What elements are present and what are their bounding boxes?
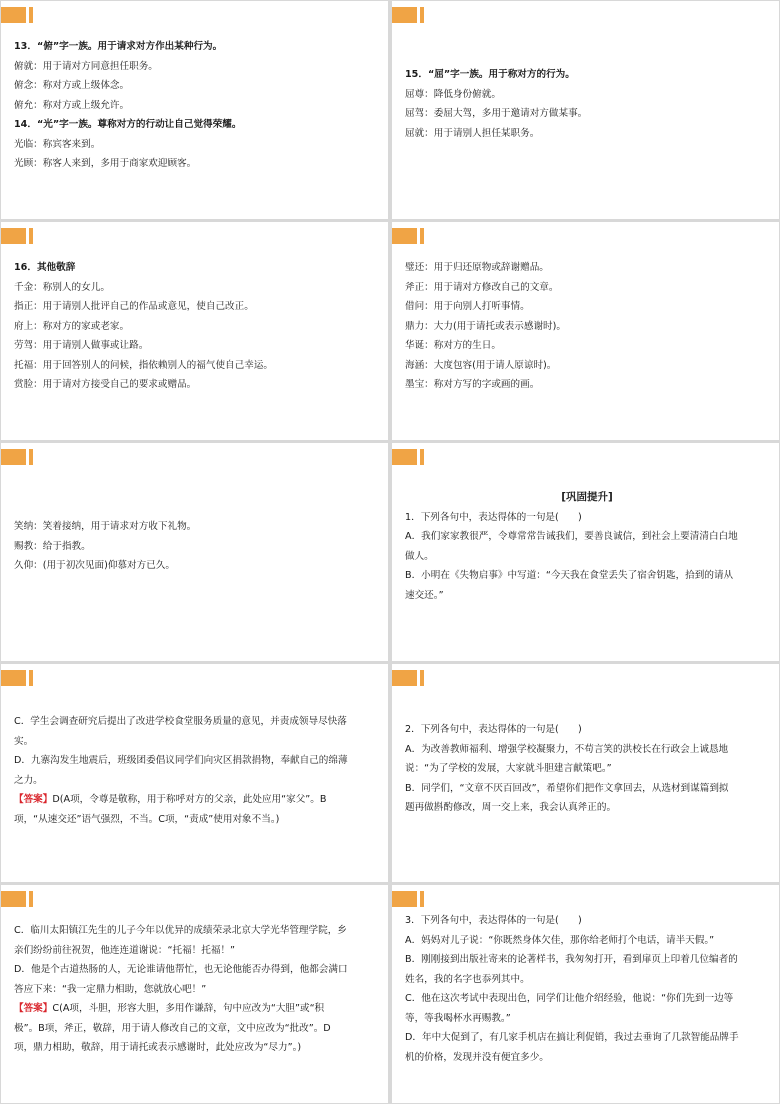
slide-2 bbox=[392, 1, 779, 219]
option-line: 实。 bbox=[14, 735, 34, 747]
slide-1 bbox=[1, 1, 388, 219]
option-line: 等，等我喝杯水再赐教。” bbox=[405, 1012, 511, 1024]
text-line: 璧还：用于归还原物或辞谢赠品。 bbox=[405, 262, 549, 273]
option-line: D．九寨沟发生地震后，班级团委倡议同学们向灾区捐款捐物，奉献自己的绵薄 bbox=[14, 755, 348, 766]
slide-3 bbox=[1, 222, 388, 440]
option-line: A．妈妈对儿子说：“你既然身体欠佳，那你给老师打个电话，请半天假。” bbox=[405, 934, 715, 946]
text-line: 屈尊：降低身份俯就。 bbox=[405, 88, 501, 100]
option-line: 答应下来：“我一定鼎力相助，您就放心吧！” bbox=[14, 983, 207, 995]
text-line: 指正：用于请别人批评自己的作品或意见，使自己改正。 bbox=[14, 301, 254, 312]
slide-decoration bbox=[1, 7, 41, 23]
text-line: 俯就：用于请对方同意担任职务。 bbox=[14, 60, 158, 72]
option-line: B．刚刚接到出版社寄来的论著样书，我匆匆打开，看到扉页上印着几位编者的 bbox=[405, 954, 738, 965]
slide-content bbox=[14, 258, 378, 395]
answer-line bbox=[14, 999, 378, 1019]
slide-decoration bbox=[392, 7, 432, 23]
answer-text: 极”。B项，斧正，敬辞，用于请人修改自己的文章，文中应改为“批改”。D bbox=[14, 1022, 331, 1034]
text-line: 华诞：称对方的生日。 bbox=[405, 340, 501, 351]
option-line: C．他在这次考试中表现出色，同学们让他介绍经验，他说：“你们先到一边等 bbox=[405, 993, 734, 1004]
text-line: 千金：称别人的女儿。 bbox=[14, 281, 110, 293]
text-line: 俯念：称对方或上级体念。 bbox=[14, 80, 130, 91]
answer-text: 项，鼎力相助，敬辞，用于请托或表示感谢时，此处应改为“尽力”。) bbox=[14, 1042, 302, 1053]
option-line: C．学生会调查研究后提出了改进学校食堂服务质量的意见，并责成领导尽快落 bbox=[14, 716, 347, 727]
text-line: 赏脸：用于请对方接受自己的要求或赠品。 bbox=[14, 379, 197, 390]
text-line: 托福：用于回答别人的问候，指依赖别人的福气使自己幸运。 bbox=[14, 359, 274, 371]
text-line: 笑纳：笑着接纳，用于请求对方收下礼物。 bbox=[14, 521, 197, 532]
text-line: 府上：称对方的家或老家。 bbox=[14, 320, 130, 332]
option-line: D．他是个古道热肠的人，无论谁请他帮忙，也无论他能否办得到，他都会满口 bbox=[14, 964, 348, 975]
option-line: 之力。 bbox=[14, 774, 43, 786]
slide-decoration bbox=[392, 228, 432, 244]
slide-content bbox=[405, 488, 769, 605]
text-line: 光顾：称客人来到，多用于商家欢迎顾客。 bbox=[14, 158, 197, 169]
option-line: 题再做斟酌修改，周一交上来，我会认真斧正的。 bbox=[405, 802, 617, 813]
option-line: B．小明在《失物启事》中写道：“今天我在食堂丢失了宿舍钥匙，拾到的请从 bbox=[405, 570, 734, 581]
option-line: 机的价格，发现并没有便宜多少。 bbox=[405, 1051, 549, 1063]
text-line: 海涵：大度包容(用于请人原谅时)。 bbox=[405, 359, 557, 371]
option-line: 亲们纷纷前往祝贺，他连连道谢说：“托福！托福！” bbox=[14, 944, 236, 956]
answer-label: 【答案】 bbox=[14, 1003, 53, 1014]
slide-decoration bbox=[1, 670, 41, 686]
slide-8 bbox=[392, 664, 779, 882]
text-line: 屈就：用于请别人担任某职务。 bbox=[405, 127, 540, 139]
text-line: 屈驾：委屈大驾，多用于邀请对方做某事。 bbox=[405, 108, 588, 119]
text-line: 劳驾：用于请别人做事或让路。 bbox=[14, 340, 149, 351]
answer-line bbox=[14, 790, 378, 810]
question-stem: 2．下列各句中，表达得体的一句是( ) bbox=[405, 724, 582, 735]
question-stem: 1．下列各句中，表达得体的一句是( ) bbox=[405, 511, 582, 523]
text-line: 光临：称宾客来到。 bbox=[14, 138, 101, 150]
slide-decoration bbox=[1, 891, 41, 907]
slide-content bbox=[14, 921, 378, 1058]
text-line: 借问：用于向别人打听事情。 bbox=[405, 301, 530, 312]
option-line: A．我们家家教很严，令尊常常告诫我们，要善良诚信，到社会上要清清白白地 bbox=[405, 531, 738, 542]
option-line: B．同学们，“文章不厌百回改”，希望你们把作文拿回去，从选材到谋篇到拟 bbox=[405, 782, 729, 794]
slide-content bbox=[14, 712, 378, 829]
slide-content bbox=[405, 258, 769, 395]
section-heading: 15．“屈”字一族。用于称对方的行为。 bbox=[405, 69, 575, 80]
slide-10 bbox=[392, 885, 779, 1103]
slide-content bbox=[14, 517, 378, 576]
answer-text: C(A项，斗胆，形容大胆，多用作谦辞，句中应改为“大胆”或“积 bbox=[52, 1003, 325, 1014]
slide-content bbox=[405, 911, 769, 1067]
slide-5 bbox=[1, 443, 388, 661]
slide-7 bbox=[1, 664, 388, 882]
slide-content bbox=[405, 720, 769, 818]
option-line: 说：“为了学校的发展，大家就斗胆建言献策吧。” bbox=[405, 763, 612, 774]
option-line: A．为改善教师福利、增强学校凝聚力，不苟言笑的洪校长在行政会上诚恳地 bbox=[405, 743, 729, 755]
text-line: 斧正：用于请对方修改自己的文章。 bbox=[405, 281, 559, 293]
text-line: 俯允：称对方或上级允许。 bbox=[14, 99, 130, 111]
option-line: C．临川太阳镇江先生的儿子今年以优异的成绩荣录北京大学光华管理学院，乡 bbox=[14, 925, 347, 936]
slide-4 bbox=[392, 222, 779, 440]
slide-content bbox=[14, 37, 378, 174]
slide-decoration bbox=[1, 228, 41, 244]
option-line: 做人。 bbox=[405, 550, 434, 562]
option-line: 速交还。” bbox=[405, 589, 444, 601]
slide-decoration bbox=[392, 449, 432, 465]
text-line: 赐教：给于指教。 bbox=[14, 540, 91, 552]
section-heading: 13．“俯”字一族。用于请求对方作出某种行为。 bbox=[14, 41, 223, 52]
slide-decoration bbox=[1, 449, 41, 465]
option-line: 姓名，我的名字也忝列其中。 bbox=[405, 973, 530, 985]
answer-text: D(A项，令尊是敬称，用于称呼对方的父亲，此处应用“家父”。B bbox=[52, 794, 327, 805]
section-heading: 14．“光”字一族。尊称对方的行动让自己觉得荣耀。 bbox=[14, 119, 242, 130]
answer-label: 【答案】 bbox=[14, 794, 53, 805]
question-stem: 3．下列各句中，表达得体的一句是( ) bbox=[405, 915, 582, 926]
section-heading: 16．其他敬辞 bbox=[14, 262, 76, 273]
text-line: 久仰：(用于初次见面)仰慕对方已久。 bbox=[14, 560, 175, 571]
slide-decoration bbox=[392, 670, 432, 686]
slide-content bbox=[405, 65, 769, 143]
slide-6 bbox=[392, 443, 779, 661]
section-title: [巩固提升] bbox=[561, 491, 613, 503]
text-line: 墨宝：称对方写的字或画的画。 bbox=[405, 379, 540, 390]
text-line: 鼎力：大力(用于请托或表示感谢时)。 bbox=[405, 320, 566, 332]
slide-9 bbox=[1, 885, 388, 1103]
option-line: D．年中大促到了，有几家手机店在搞让利促销，我过去垂询了几款智能品牌手 bbox=[405, 1032, 739, 1043]
slide-decoration bbox=[392, 891, 432, 907]
answer-text: 项，“从速交还”语气强烈，不当。C项，“责成”使用对象不当。) bbox=[14, 813, 280, 825]
